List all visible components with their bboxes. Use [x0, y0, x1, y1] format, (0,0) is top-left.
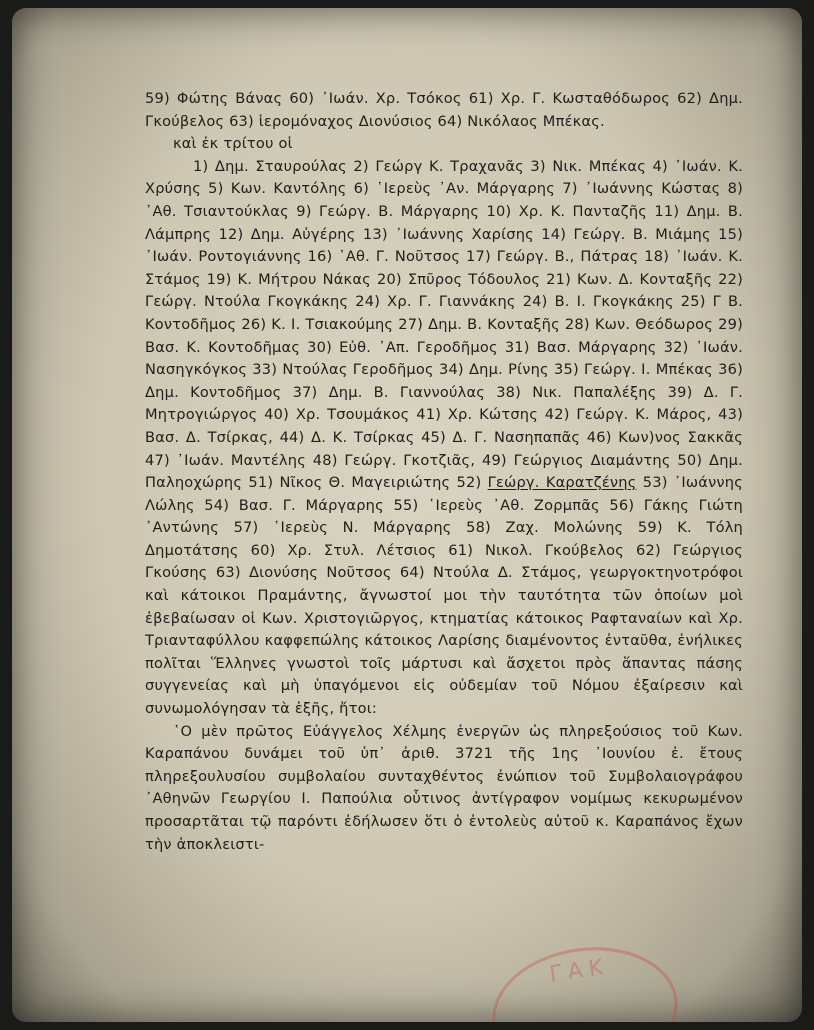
- document-text: [145, 88, 743, 856]
- paragraph-3: [145, 156, 743, 721]
- paragraph-3-part-2: 53) ᾿Ιωάννης Λώλης 54) Βασ. Γ. Μάργαρης 55) ῾Ιερεὺς ᾿Αθ. Ζορμπᾶς 56) Γάκης Γιώτη ᾿Αντώνης 57) ῾Ιερεὺς Ν. Μάργαρης 58) Ζαχ. Μολώνης 59) Κ. Τόλη Δημοτάτσης 60) Χρ. Στυλ. Λέτσιος 61) Νικολ. Γκούβελος 62) Γεώργιος Γκούσης 63) Διονύσης Νοῦτσος 64) Ντούλα Δ. Στάμος, γεωργοκτηνοτρόφοι καὶ κάτοικοι Πραμάντης, ἄγνωστοί μοι τὴν ταυτότητα τῶν ὁποίων μοὶ ἐβεβαίωσαν οἱ Κων. Χριστογιῶργος, κτηματίας κάτοικος Ραφταναίων καὶ Χρ. Τριανταφύλλου καφφεπώλης κάτοικος Λαρίσης διαμένοντος ἐνταῦθα, ἐνήλικες πολῖται Ἕλληνες γνωστοὶ τοῖς μάρτυσι καὶ ἄσχετοι πρὸς ἅπαντας πάσης συγγενείας καὶ μὴ ὑπαγόμενοι εἰς οὐδεμίαν τοῦ Νόμου ἐξαίρεσιν καὶ συνωμολόγησαν τὰ ἑξῆς, ἤτοι:: [145, 474, 743, 718]
- paragraph-1: 59) Φώτης Βάνας 60) ᾿Ιωάν. Χρ. Τσόκος 61) Χρ. Γ. Κωσταθόδωρος 62) Δημ. Γκούβελος 63) ἱερομόναχος Διονύσιος 64) Νικόλαος Μπέκας.: [145, 90, 743, 130]
- paragraph-3-part-1: 1) Δημ. Σταυρούλας 2) Γεώργ Κ. Τραχανᾶς 3) Νικ. Μπέκας 4) ᾿Ιωάν. Κ. Χρύσης 5) Κων. Καντόλης 6) ῾Ιερεὺς ᾿Αν. Μάργαρης 7) ᾿Ιωάννης Κώστας 8) ᾿Αθ. Τσιαντούκλας 9) Γεώργ. Β. Μάργαρης 10) Χρ. Κ. Πανταζῆς 11) Δημ. Β. Λάμπρης 12) Δημ. Αὐγέρης 13) ᾿Ιωάννης Χαρίσης 14) Γεώργ. Β. Μιάμης 15) ᾿Ιωάν. Ροντογιάννης 16) ᾿Αθ. Γ. Νοῦτσος 17) Γεώργ. Β., Πάτρας 18) ᾿Ιωάν. Κ. Στάμος 19) Κ. Μήτρου Νάκας 20) Σπῦρος Τόδουλος 21) Κων. Δ. Κονταξῆς 22) Γεώργ. Ντούλα Γκογκάκης 24) Χρ. Γ. Γιαννάκης 24) Β. Ι. Γκογκάκης 25) Γ Β. Κοντοδῆμος 26) Κ. Ι. Τσιακούμης 27) Δημ. Β. Κονταξῆς 28) Κων. Θεόδωρος 29) Βασ. Κ. Κοντοδῆμας 30) Εὐθ. ᾿Απ. Γεροδῆμος 31) Βασ. Μάργαρης 32) ᾿Ιωάν. Νασηγκόγκος 33) Ντούλας Γεροδῆμος 34) Δημ. Ρίνης 35) Γεώργ. Ι. Μπέκας 36) Δημ. Κοντοδῆμος 37) Δημ. Β. Γιαννούλας 38) Νικ. Παπαλέξης 39) Δ. Γ. Μητρογιώργος 40) Χρ. Τσουμάκος 41) Χρ. Κώτσης 42) Γεώργ. Κ. Μάρος, 43) Βασ. Δ. Τσίρκας, 44) Δ. Κ. Τσίρκας 45) Δ. Γ. Νασηπαπᾶς 46) Κων)νος Σακκᾶς 47) ᾿Ιωάν. Μαντέλης 48) Γεώργ. Γκοτζιᾶς, 49) Γεώργιος Διαμάντης 50) Δημ. Παληοχώρης 51) Νῖκος Θ. Μαγειριώτης 52): [145, 157, 743, 492]
- paragraph-2: καὶ ἐκ τρίτου οἱ: [173, 135, 293, 153]
- document-page: [12, 8, 802, 1022]
- archive-stamp: ΓΑΚ: [484, 936, 686, 1022]
- paragraph-4: ῾Ο μὲν πρῶτος Εὐάγγελος Χέλμης ἐνεργῶν ὡς πληρεξούσιος τοῦ Κων. Καραπάνου δυνάμει τοῦ ὑπ᾿ ἀριθ. 3721 τῆς 1ης ᾿Ιουνίου ἐ. ἔτους πληρεξουλυσίου συμβολαίου συνταχθέντος ἐνώπιον τοῦ Συμβολαιογράφου ᾿Αθηνῶν Γεωργίου Ι. Παπούλια οὗτινος ἀντίγραφον νομίμως κεκυρωμένον προσαρτᾶται τῷ παρόντι ἐδήλωσεν ὅτι ὁ ἐντολεὺς αὐτοῦ κ. Καραπάνος ἔχων τὴν ἀποκλειστι-: [145, 722, 743, 853]
- underlined-name: Γεώργ. Καρατζένης: [487, 474, 637, 492]
